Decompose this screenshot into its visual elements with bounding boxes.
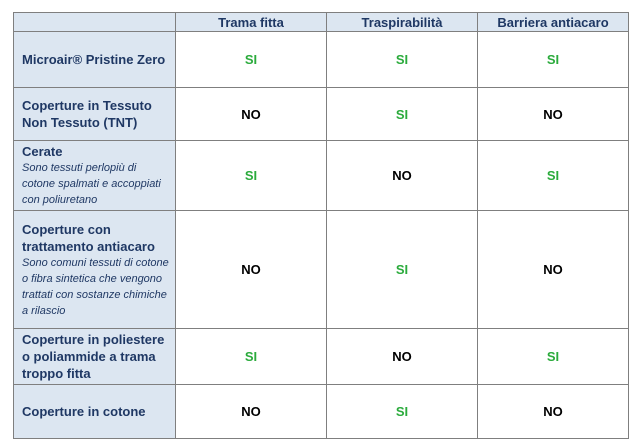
row-title: Coperture con trattamento antiacaro: [22, 221, 155, 254]
header-corner: [14, 13, 176, 32]
cell-value: SI: [478, 329, 629, 385]
cell-value: SI: [327, 32, 478, 88]
table-row: [14, 141, 629, 211]
cell-value: NO: [478, 88, 629, 141]
cell-value: SI: [176, 32, 327, 88]
table-row: [14, 329, 629, 385]
row-header-poliestere: [14, 329, 176, 385]
comparison-table: [13, 12, 629, 439]
row-title: Microair® Pristine Zero: [22, 52, 166, 67]
row-title: Coperture in poliestere o poliammide a trama troppo fitta: [22, 332, 165, 381]
row-header-cotone: [14, 385, 176, 439]
table-row: [14, 32, 629, 88]
cell-value: SI: [478, 32, 629, 88]
row-header-microair: [14, 32, 176, 88]
row-description: Sono tessuti perlopiù di cotone spalmati e accoppiati con poliuretano: [22, 162, 161, 206]
cell-value: NO: [176, 385, 327, 439]
cell-value: NO: [327, 141, 478, 211]
cell-value: SI: [327, 211, 478, 329]
cell-value: NO: [478, 385, 629, 439]
cell-value: NO: [478, 211, 629, 329]
table-row: [14, 211, 629, 329]
cell-value: NO: [176, 211, 327, 329]
row-description: Sono comuni tessuti di cotone o fibra sintetica che vengono trattati con sostanze chimiche a rilascio: [22, 256, 169, 317]
row-header-tnt: [14, 88, 176, 141]
row-title: Coperture in cotone: [22, 404, 146, 419]
row-title: Coperture in Tessuto Non Tessuto (TNT): [22, 98, 152, 130]
cell-value: NO: [176, 88, 327, 141]
table-row: [14, 385, 629, 439]
cell-value: SI: [478, 141, 629, 211]
cell-value: SI: [176, 329, 327, 385]
cell-value: SI: [176, 141, 327, 211]
cell-value: SI: [327, 385, 478, 439]
row-header-cerate: [14, 141, 176, 211]
header-traspirabilita: Traspirabilità: [327, 13, 478, 32]
header-row: [14, 13, 629, 32]
header-barriera-antiacaro: Barriera antiacaro: [478, 13, 629, 32]
row-header-antiacaro: [14, 211, 176, 329]
cell-value: SI: [327, 88, 478, 141]
header-trama-fitta: Trama fitta: [176, 13, 327, 32]
table-row: [14, 88, 629, 141]
row-title: Cerate: [22, 144, 63, 159]
cell-value: NO: [327, 329, 478, 385]
